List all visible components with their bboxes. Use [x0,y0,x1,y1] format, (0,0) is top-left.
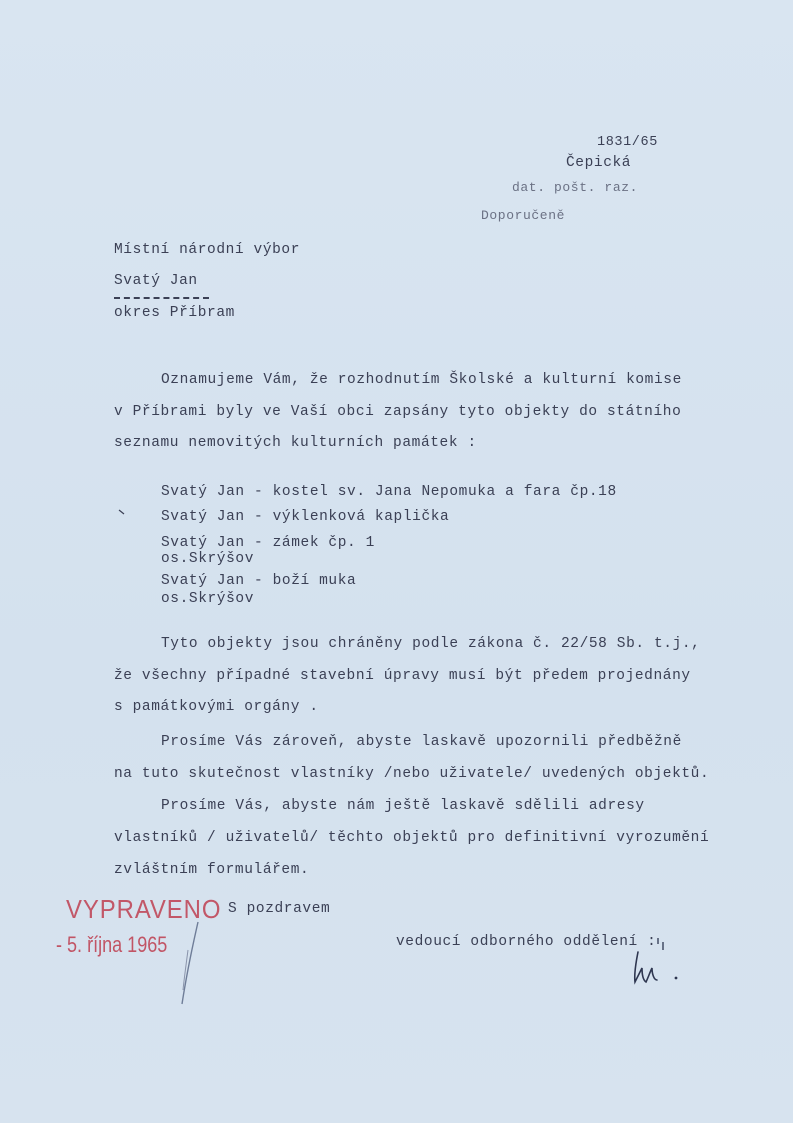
reference-number: 1831/65 [597,135,658,150]
para4-line-3: zvláštním formulářem. [114,862,310,878]
handwritten-signature [628,950,688,990]
para4-line-2: vlastníků / uživatelů/ těchto objektů pro definitivní vyrozumění [114,830,710,846]
clerk-name: Čepická [566,155,632,171]
para3-line-2: na tuto skutečnost vlastníky /nebo uživatele/ uvedených objektů. [114,766,710,782]
closing-greeting: S pozdravem [228,901,331,917]
para2-line-1: Tyto objekty jsou chráněny podle zákona č. 22/58 Sb. t.j., [161,636,701,652]
object-subitem: os.Skrýšov [161,551,255,567]
recipient-underline [114,297,209,299]
para2-line-3: s památkovými orgány . [114,699,319,715]
recipient-line-3: okres Příbram [114,305,235,321]
intro-line-3: seznamu nemovitých kulturních památek : [114,435,477,451]
stray-mark [117,508,127,518]
postmark-note: dat. pošt. raz. [512,180,639,195]
object-item: Svatý Jan - kostel sv. Jana Nepomuka a fara čp.18 [161,484,617,500]
dispatch-stamp-label: VYPRAVENO [66,894,222,924]
stray-mark [655,936,667,952]
pencil-mark [176,920,206,1010]
object-item: Svatý Jan - výklenková kaplička [161,509,450,525]
delivery-type: Doporučeně [481,208,566,223]
object-item: Svatý Jan - boží muka [161,573,357,589]
dispatch-stamp-date: - 5. října 1965 [56,932,168,957]
intro-line-1: Oznamujeme Vám, že rozhodnutím Školské a kulturní komise [161,372,682,388]
para3-line-1: Prosíme Vás zároveň, abyste laskavě upozornili předběžně [161,734,682,750]
recipient-line-2: Svatý Jan [114,273,198,289]
object-item: Svatý Jan - zámek čp. 1 [161,535,375,551]
signatory-title: vedoucí odborného oddělení : [396,934,657,950]
intro-line-2: v Příbrami byly ve Vaší obci zapsány tyto objekty do státního [114,404,682,420]
object-subitem: os.Skrýšov [161,591,255,607]
para2-line-2: že všechny případné stavební úpravy musí být předem projednány [114,668,691,684]
recipient-line-1: Místní národní výbor [114,242,301,258]
para4-line-1: Prosíme Vás, abyste nám ještě laskavě sdělili adresy [161,798,645,814]
